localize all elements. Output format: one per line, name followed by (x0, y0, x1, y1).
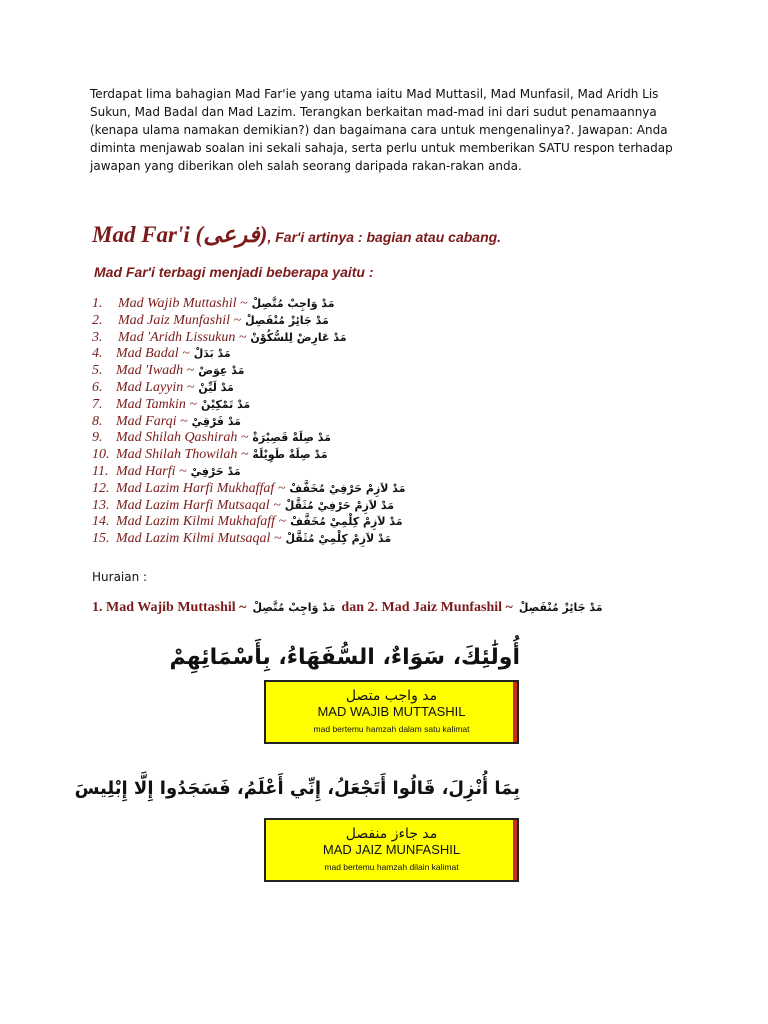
item-arabic: مَدْ بَدَلْ (193, 347, 231, 361)
item-name: Mad Lazim Harfi Mukhaffaf ~ (116, 480, 286, 496)
card-title: MAD JAIZ MUNFASHIL (322, 842, 461, 857)
item-name: Mad Wajib Muttashil ~ (118, 296, 248, 311)
item-name: Mad Shilah Qashirah ~ (116, 430, 249, 446)
section-title-arabic1: مَدْ وَاجِبْ مُتَّصِلْ (252, 601, 336, 614)
item-name: Mad Lazim Kilmi Mutsaqal ~ (116, 531, 282, 547)
item-arabic: مَدْ جَائِزْ مُنْفَصِلْ (245, 313, 329, 327)
item-arabic: مَدْ وَاجِبْ مُتَّصِلْ (251, 297, 335, 310)
item-name: Mad 'Aridh Lissukun ~ (118, 329, 247, 345)
section-title-arabic2: مَدْ جَائِزْ مُنْفَصِلْ (518, 601, 603, 614)
item-name: Mad Tamkin ~ (116, 396, 197, 412)
mad-wajib-muttashil-card (264, 680, 519, 744)
card-title: MAD WAJIB MUTTASHIL (317, 704, 466, 719)
quran-verse-example-1: أُولَٰئِكَ، سَوَاءٌ، السُّفَهَاءُ، بِأَسْمَائِهِمْ (169, 645, 520, 670)
item-arabic: مَدْ عَارِضْ لِلسُّكُوْنْ (250, 330, 347, 344)
item-arabic: مَدْ تَمْكِيْنْ (200, 397, 251, 411)
list-item: 8. Mad Farqi ~ مَدْ فَرْقِيْ (92, 413, 241, 429)
card-stripe (513, 682, 517, 742)
heading-main: Mad Far'i (فرعى) (92, 222, 268, 247)
card-stripe (513, 820, 517, 880)
item-arabic: مَدْ لاَزِمْ كِلْمِيْ مُخَفَّفْ (290, 515, 403, 529)
item-name: Mad Shilah Thowilah ~ (116, 447, 249, 463)
list-item: 5. Mad 'Iwadh ~ مَدْ عِوَضْ (92, 363, 245, 379)
list-item: 12. Mad Lazim Harfi Mukhaffaf ~ مَدْ لاَزِمْ حَرْفِيْ مُخَفَّفْ (92, 480, 406, 496)
item-name: Mad Lazim Kilmi Mukhafaff ~ (116, 514, 287, 530)
list-intro-heading: Mad Far'i terbagi menjadi beberapa yaitu : (94, 264, 374, 280)
item-arabic: مَدْ لاَزِمْ كِلْمِيْ مُثَقَّلْ (285, 532, 392, 546)
huraian-label: Huraian : (92, 570, 148, 584)
section-title-part2: dan 2. Mad Jaiz Munfashil ~ (341, 600, 513, 615)
section-title (92, 600, 609, 616)
item-arabic: مَدْ لاَزِمْ حَرْفِيْ مُخَفَّفْ (289, 481, 406, 495)
card-arabic: مد واجب متصل (345, 688, 438, 704)
item-name: Mad Farqi ~ (116, 413, 188, 429)
list-item: 1. Mad Wajib Muttashil ~ مَدْ وَاجِبْ مُتَّصِلْ (92, 296, 335, 311)
list-item: 2. Mad Jaiz Munfashil ~ مَدْ جَائِزْ مُنْفَصِلْ (92, 312, 329, 328)
list-item: 15. Mad Lazim Kilmi Mutsaqal ~ مَدْ لاَزِمْ كِلْمِيْ مُثَقَّلْ (92, 531, 392, 547)
card-description: mad bertemu hamzah dilain kalimat (324, 862, 459, 872)
quran-verse-example-2: بِمَا أُنْزِلَ، قَالُوا أَتَجْعَلُ، إِنِّي أَعْلَمُ، فَسَجَدُوا إِلَّا إِبْلِيسَ (74, 778, 520, 799)
mad-fari-list (92, 296, 405, 548)
list-item: 6. Mad Layyin ~ مَدْ لَيِّنْ (92, 379, 234, 395)
item-name: Mad 'Iwadh ~ (116, 363, 195, 379)
item-arabic: مَدْ لاَزِمْ حَرْفِيْ مُثَقَّلْ (284, 498, 395, 512)
list-item: 11. Mad Harfi ~ مَدْ حَرْفِيْ (92, 463, 241, 479)
mad-jaiz-munfashil-card (264, 818, 519, 882)
item-arabic: مَدْ فَرْقِيْ (191, 414, 241, 428)
item-arabic: مَدْ عِوَضْ (198, 364, 245, 378)
item-name: Mad Harfi ~ (116, 463, 187, 479)
list-item: 3. Mad 'Aridh Lissukun ~ مَدْ عَارِضْ لِلسُّكُوْنْ (92, 329, 347, 345)
list-item: 14. Mad Lazim Kilmi Mukhafaff ~ مَدْ لاَزِمْ كِلْمِيْ مُخَفَّفْ (92, 514, 403, 530)
item-name: Mad Jaiz Munfashil ~ (118, 312, 242, 328)
section-title-part1: 1. Mad Wajib Muttashil ~ (92, 600, 247, 615)
list-item: 13. Mad Lazim Harfi Mutsaqal ~ مَدْ لاَزِمْ حَرْفِيْ مُثَقَّلْ (92, 497, 395, 513)
item-name: Mad Layyin ~ (116, 379, 195, 395)
item-arabic: مَدْ لَيِّنْ (198, 380, 234, 394)
list-item: 7. Mad Tamkin ~ مَدْ تَمْكِيْنْ (92, 396, 251, 412)
card-arabic: مد جاءز منفصل (345, 826, 438, 842)
heading-rest: , Far'i artinya : bagian atau cabang. (267, 229, 502, 245)
item-arabic: مَدْ صِلَةْ قَصِيْرَةْ (252, 431, 331, 445)
item-name: Mad Badal ~ (116, 346, 190, 362)
card-description: mad bertemu hamzah dalam satu kalimat (313, 724, 470, 734)
intro-paragraph: Terdapat lima bahagian Mad Far'ie yang utama iaitu Mad Muttasil, Mad Munfasil, Mad Aridh Lis Sukun, Mad Badal dan Mad Lazim. Terangkan berkaitan mad-mad ini dari sudut penamaannya (kenapa ulama namakan demikian?) dan bagaimana cara untuk mengenalinya?. Jawapan: Anda diminta menjawab soalan ini sekali sahaja, serta perlu untuk memberikan SATU respon terhadap jawapan yang diberikan oleh salah seorang daripada rakan-rakan anda. (90, 87, 673, 173)
item-arabic: مَدْ حَرْفِيْ (190, 464, 241, 478)
list-item: 4. Mad Badal ~ مَدْ بَدَلْ (92, 346, 231, 362)
page-heading (92, 222, 712, 248)
list-item: 9. Mad Shilah Qashirah ~ مَدْ صِلَةْ قَصِيْرَةْ (92, 430, 331, 446)
list-item: 10. Mad Shilah Thowilah ~ مَدْ صِلَةْ طَوِيْلَةْ (92, 447, 328, 463)
item-name: Mad Lazim Harfi Mutsaqal ~ (116, 497, 281, 513)
item-arabic: مَدْ صِلَةْ طَوِيْلَةْ (252, 448, 328, 462)
